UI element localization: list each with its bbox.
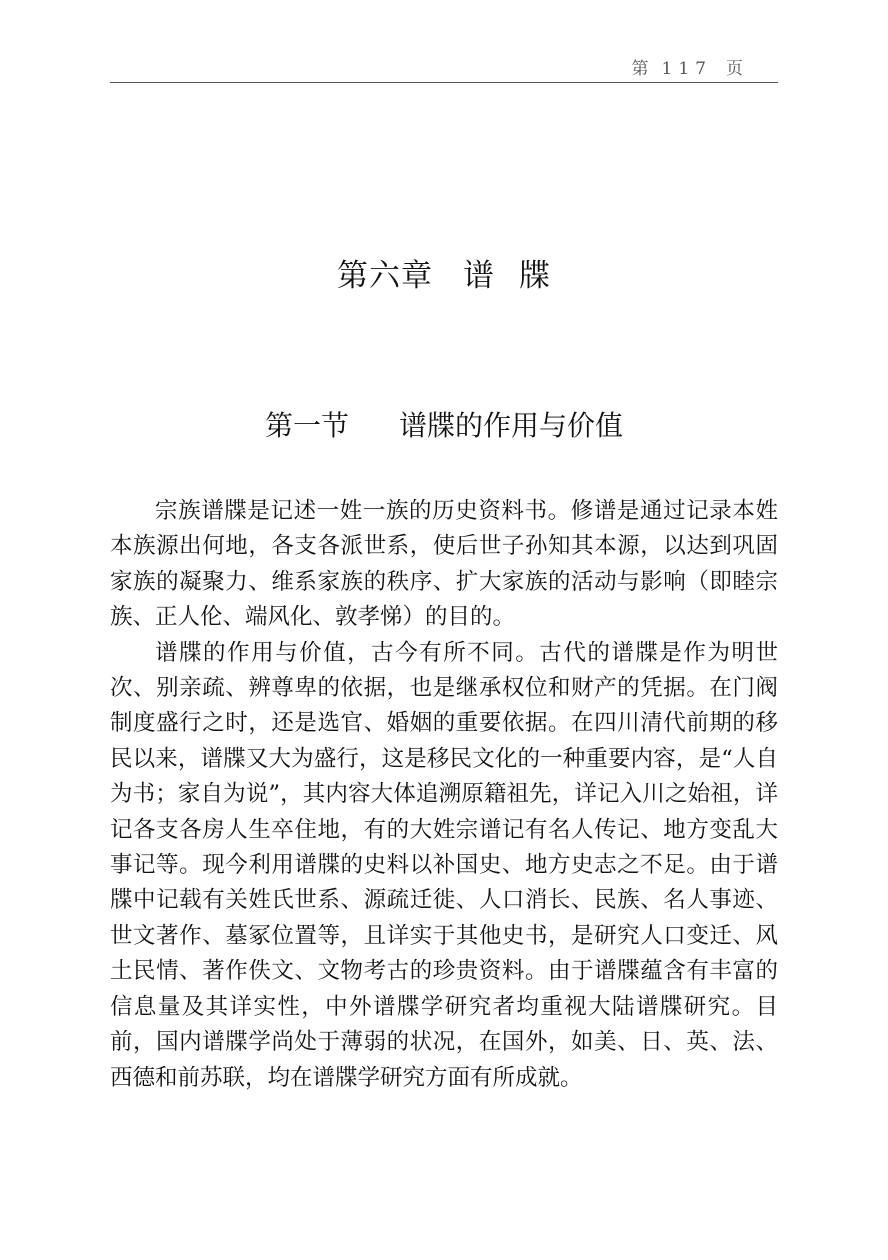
paragraph-2: 谱牒的作用与价值，古今有所不同。古代的谱牒是作为明世次、别亲疏、辨尊卑的依据，也是继承权位和财产的凭据。在门阀制度盛行之时，还是选官、婚姻的重要依据。在四川清代前期的移民以来，谱牒又大为盛行，这是移民文化的一种重要内容，是“人自为书；家自为说”，其内容大体追溯原籍祖先，详记入川之始祖，详记各支各房人生卒住地，有的大姓宗谱记有名人传记、地方变乱大事记等。现今利用谱牒的史料以补国史、地方史志之不足。由于谱牒中记载有关姓氏世系、源疏迁徙、人口消长、民族、名人事迹、世文著作、墓冢位置等，且详实于其他史书，是研究人口变迁、风土民情、著作佚文、文物考古的珍贵资料。由于谱牒蕴含有丰富的信息量及其详实性，中外谱牒学研究者均重视大陆谱牒研究。目前，国内谱牒学尚处于薄弱的状况，在国外，如美、日、英、法、西德和前苏联，均在谱牒学研究方面有所成就。: [110, 639, 778, 1091]
section-title-text: 谱牒的作用与价值: [399, 409, 624, 442]
chapter-title: [0, 250, 888, 295]
section-title: [0, 404, 888, 444]
chapter-title-char-1: 谱: [463, 258, 495, 294]
section-number: 第一节: [264, 409, 349, 442]
chapter-title-char-2: 牒: [519, 258, 551, 294]
body-text: [110, 494, 778, 1096]
page-number-suffix: 页: [726, 59, 744, 79]
page-number: [632, 54, 744, 79]
paragraph-1: 宗族谱牒是记述一姓一族的历史资料书。修谱是通过记录本姓本族源出何地，各支各派世系，使后世子孙知其本源，以达到巩固家族的凝聚力、维系家族的秩序、扩大家族的活动与影响（即睦宗族、正人伦、端风化、敦孝悌）的目的。: [110, 498, 778, 631]
page-number-value: 117: [661, 59, 712, 79]
page-header: [110, 52, 778, 83]
chapter-number: 第六章: [337, 258, 433, 294]
page-number-prefix: 第: [631, 59, 650, 79]
